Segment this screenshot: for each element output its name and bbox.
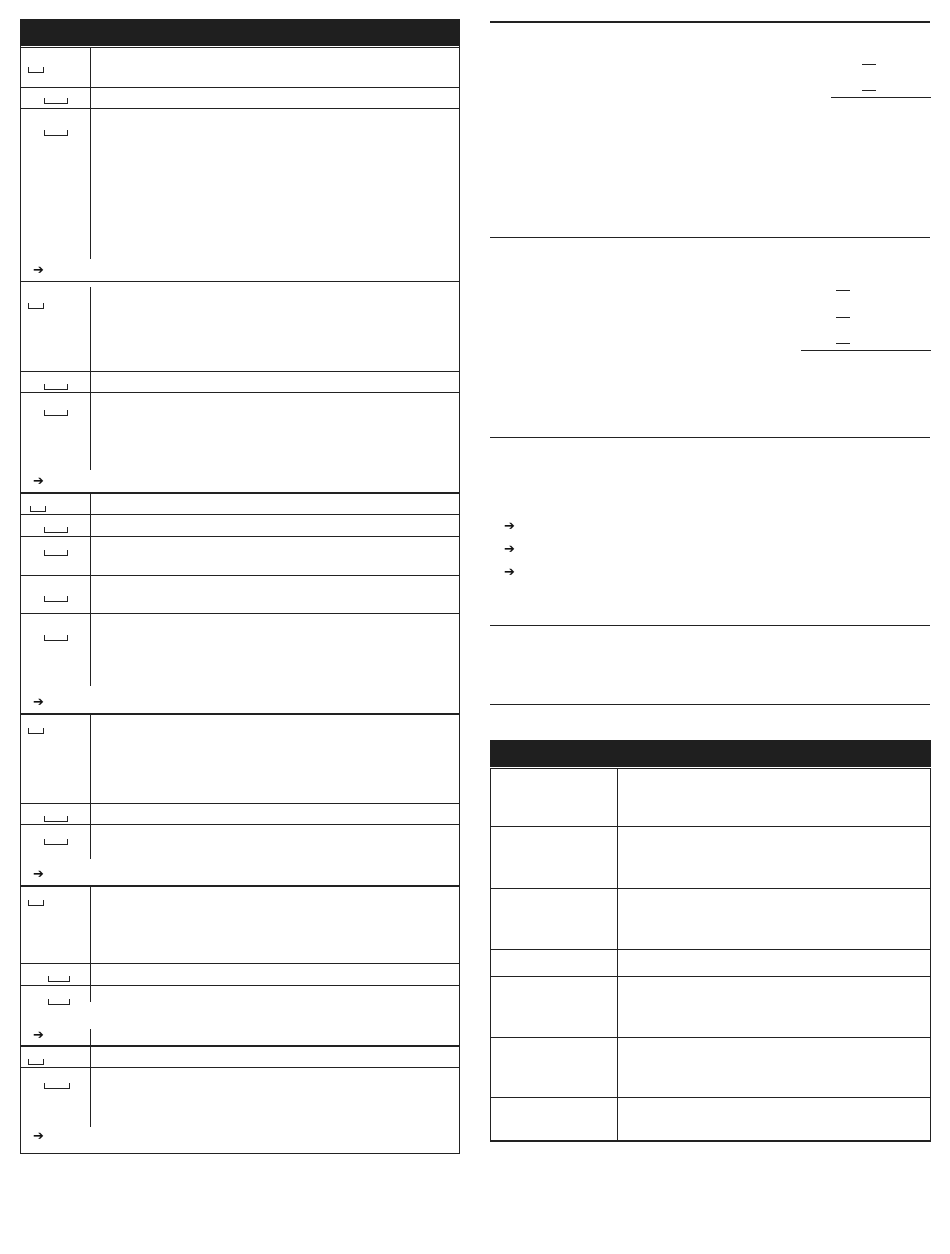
line-number-blank[interactable] [48, 976, 70, 982]
row-divider [20, 1067, 460, 1068]
line-number-blank[interactable] [28, 67, 44, 73]
arrow-icon: ➔ [33, 263, 44, 278]
line-number-blank[interactable] [44, 596, 68, 602]
arrow-icon: ➔ [504, 565, 515, 580]
line-number-blank[interactable] [44, 130, 68, 136]
section-rule [490, 237, 930, 238]
line-number-blank[interactable] [44, 1083, 70, 1089]
section-divider [20, 492, 460, 494]
row-divider [20, 392, 460, 393]
calc-tick [836, 317, 850, 318]
row-divider [20, 985, 460, 986]
row-divider [20, 803, 460, 804]
table-row-divider [490, 976, 931, 977]
calc-total-line [831, 97, 931, 98]
row-divider [20, 108, 460, 109]
arrow-icon: ➔ [33, 867, 44, 882]
section-rule [490, 625, 930, 626]
section-rule [490, 437, 930, 438]
section-divider [20, 281, 460, 282]
section-divider [20, 1045, 460, 1047]
line-number-blank[interactable] [30, 506, 46, 512]
row-divider [20, 824, 460, 825]
arrow-icon: ➔ [504, 519, 515, 534]
column-divider [90, 887, 91, 1002]
line-number-blank[interactable] [28, 728, 44, 734]
row-divider [20, 371, 460, 372]
line-number-blank[interactable] [44, 98, 68, 104]
line-number-blank[interactable] [28, 1059, 44, 1065]
arrow-icon: ➔ [33, 695, 44, 710]
section-top-rule [490, 21, 930, 23]
column-divider [90, 47, 91, 259]
calc-tick [862, 64, 876, 65]
line-number-blank[interactable] [28, 303, 44, 309]
line-number-blank[interactable] [48, 999, 70, 1005]
table-bottom-border [490, 1140, 931, 1142]
table-row-divider [490, 1097, 931, 1098]
table-row-divider [490, 888, 931, 889]
section-divider [20, 713, 460, 715]
calc-total-line [801, 350, 931, 351]
line-number-blank[interactable] [44, 527, 68, 533]
line-number-blank[interactable] [44, 410, 68, 416]
line-number-blank[interactable] [44, 635, 68, 641]
arrow-icon: ➔ [33, 1129, 44, 1144]
table-left-border [490, 768, 491, 1142]
table-row-divider [490, 1037, 931, 1038]
column-divider [90, 1047, 91, 1127]
row-divider [20, 87, 460, 88]
line-number-blank[interactable] [44, 384, 68, 390]
arrow-icon: ➔ [33, 474, 44, 489]
section-divider [20, 885, 460, 887]
table-row-divider [490, 826, 931, 827]
line-number-blank[interactable] [44, 550, 68, 556]
column-divider [90, 1029, 91, 1045]
table-left-border [490, 768, 931, 769]
calc-tick [836, 343, 850, 344]
table-row-divider [490, 949, 931, 950]
line-number-blank[interactable] [44, 839, 68, 845]
table-column-divider [617, 768, 618, 1142]
left-worksheet-panel [20, 19, 460, 1154]
line-number-blank[interactable] [44, 816, 68, 822]
calc-tick [836, 290, 850, 291]
left-panel-header [20, 19, 460, 46]
column-divider [90, 715, 91, 859]
column-divider [90, 494, 91, 686]
row-divider [20, 963, 460, 964]
row-divider [20, 514, 460, 515]
arrow-icon: ➔ [33, 1028, 44, 1043]
column-divider [90, 287, 91, 470]
arrow-icon: ➔ [504, 542, 515, 557]
line-number-blank[interactable] [28, 900, 44, 906]
row-divider [20, 613, 460, 614]
calc-tick [862, 90, 876, 91]
header-underline [20, 47, 460, 48]
section-rule [490, 704, 930, 705]
row-divider [20, 575, 460, 576]
right-table-header [490, 740, 931, 767]
table-right-border [930, 768, 931, 1142]
row-divider [20, 536, 460, 537]
